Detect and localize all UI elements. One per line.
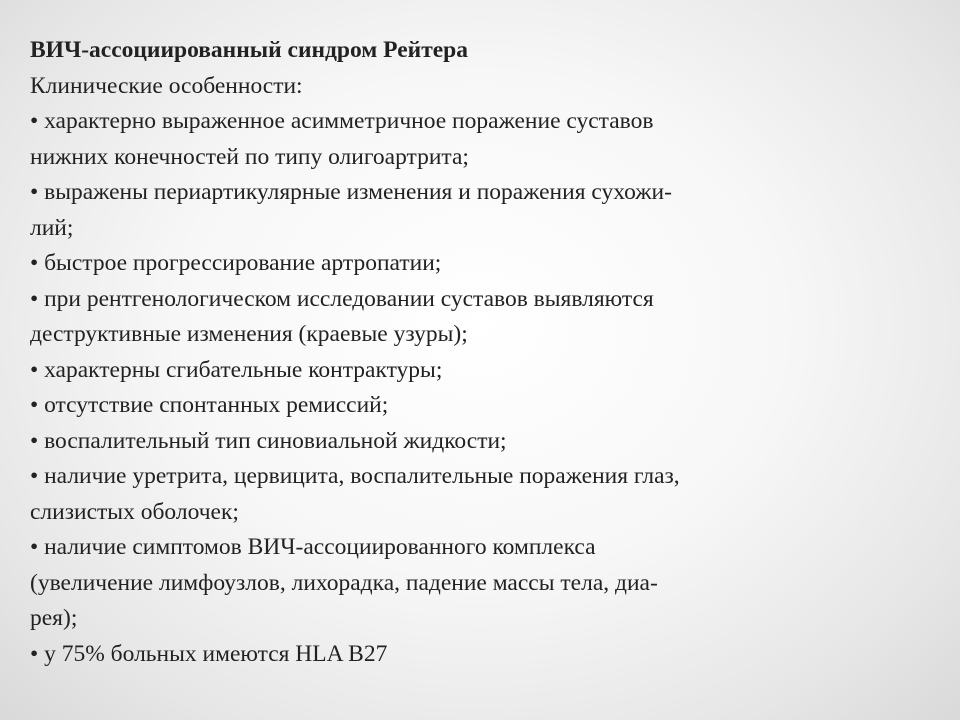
text-line: • характерно выраженное асимметричное поражение суставов bbox=[30, 108, 654, 134]
slide-subtitle: Клинические особенности: bbox=[30, 72, 303, 99]
text-line: • наличие уретрита, цервицита, воспалительные поражения глаз, bbox=[30, 463, 680, 489]
text-line: деструктивные изменения (краевые узуры); bbox=[30, 321, 468, 347]
text-line: • у 75% больных имеются HLA B27 bbox=[30, 640, 388, 667]
text-line: • отсутствие спонтанных ремиссий; bbox=[30, 392, 389, 418]
text-line: • воспалительный тип синовиальной жидкости; bbox=[30, 427, 507, 454]
text-line: • характерны сгибательные контрактуры; bbox=[30, 356, 443, 383]
slide-content bbox=[30, 33, 930, 672]
text-line: слизистых оболочек; bbox=[30, 498, 239, 525]
text-line: • выражены периартикулярные изменения и поражения сухожи- bbox=[30, 179, 672, 205]
text-line: • быстрое прогрессирование артропатии; bbox=[30, 250, 442, 276]
slide-title: ВИЧ-ассоциированный синдром Рейтера bbox=[30, 37, 468, 63]
text-line: лий; bbox=[30, 214, 74, 241]
text-line: (увеличение лимфоузлов, лихорадка, падение массы тела, диа- bbox=[30, 569, 658, 596]
text-line: нижних конечностей по типу олигоартрита; bbox=[30, 143, 469, 170]
text-line: • при рентгенологическом исследовании суставов выявляются bbox=[30, 285, 654, 312]
text-line: рея); bbox=[30, 605, 78, 631]
text-line: • наличие симптомов ВИЧ-ассоциированного комплекса bbox=[30, 534, 596, 560]
